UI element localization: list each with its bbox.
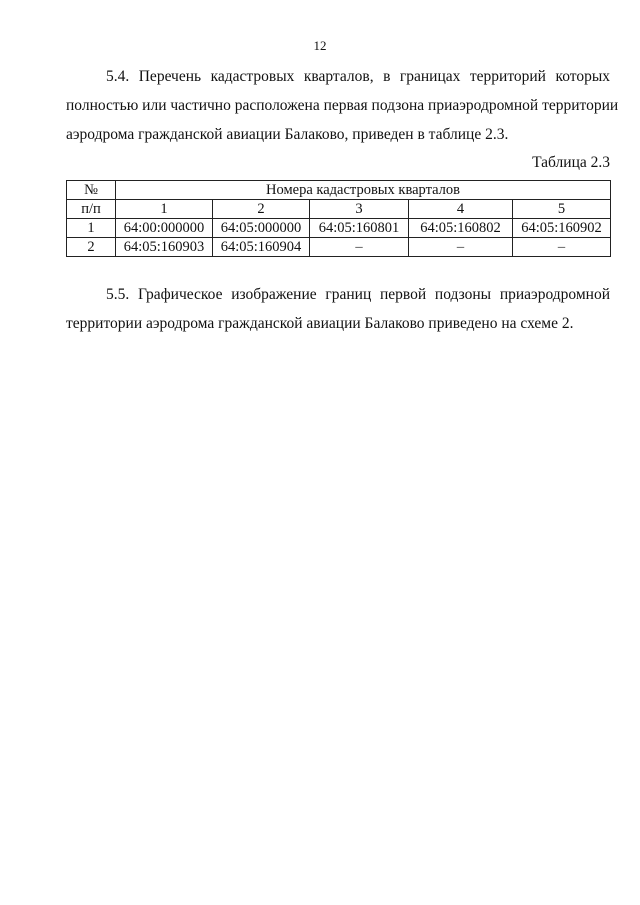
table-cell: 64:05:160801 (310, 219, 409, 238)
paragraph-line: полностью или частично расположена первая подзона приаэродромной территории (66, 97, 619, 114)
column-number: 5 (513, 200, 611, 219)
page-number: 12 (313, 38, 327, 53)
table-cell: 64:05:160802 (409, 219, 513, 238)
table-header-row (67, 181, 611, 200)
table-row (67, 238, 611, 257)
column-number: 2 (213, 200, 310, 219)
paragraph-line: 5.5. Графическое изображение границ первой подзоны приаэродромной (106, 286, 610, 303)
table-cell: 64:05:160903 (116, 238, 213, 257)
paragraph-line: 5.4. Перечень кадастровых кварталов, в границах территорий которых (106, 68, 610, 85)
paragraph-line: аэродрома гражданской авиации Балаково, приведен в таблице 2.3. (66, 126, 509, 143)
table-cell: – (513, 238, 611, 257)
table-cell: 64:05:000000 (213, 219, 310, 238)
group-header: Номера кадастровых кварталов (116, 181, 611, 200)
table-caption: Таблица 2.3 (532, 154, 610, 171)
column-number: 4 (409, 200, 513, 219)
table-cell: 64:05:160902 (513, 219, 611, 238)
column-number: 1 (116, 200, 213, 219)
col-num-header: № (67, 181, 116, 200)
row-number: 1 (67, 219, 116, 238)
col-num-subheader: п/п (67, 200, 116, 219)
paragraph-line: территории аэродрома гражданской авиации Балаково приведено на схеме 2. (66, 315, 574, 332)
table-cell: 64:00:000000 (116, 219, 213, 238)
table-cell: – (409, 238, 513, 257)
column-number: 3 (310, 200, 409, 219)
table-row (67, 219, 611, 238)
section-5-4-paragraph (66, 62, 619, 149)
table-cell: – (310, 238, 409, 257)
cadastral-blocks-table (66, 180, 611, 257)
section-5-5-paragraph (66, 280, 610, 338)
row-number: 2 (67, 238, 116, 257)
table-cell: 64:05:160904 (213, 238, 310, 257)
table-subheader-row (67, 200, 611, 219)
